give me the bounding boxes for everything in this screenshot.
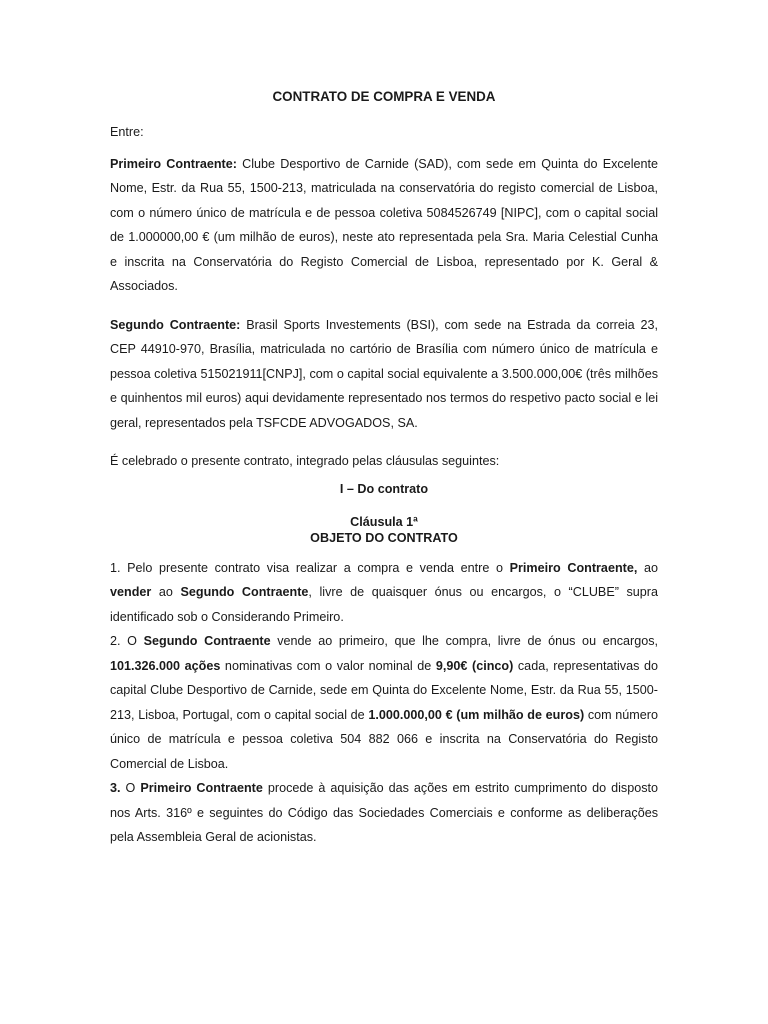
clausula-heading: Cláusula 1ª bbox=[350, 514, 418, 529]
clause-item-1 bbox=[110, 556, 658, 630]
document-title: CONTRATO DE COMPRA E VENDA bbox=[272, 89, 496, 104]
item3-bold-a: Primeiro Contraente bbox=[140, 781, 263, 795]
item2-bold-b: 101.326.000 ações bbox=[110, 658, 221, 673]
segundo-contraente-text: Brasil Sports Investements (BSI), com sede na Estrada da correia 23, CEP 44910-970, Brasília, matriculada no cartório de Brasília com número único de matrícula e pessoa coletiva 515021911[CNPJ], com o capital social equivalente a 3.500.000,00€ (três milhões e quinhentos mil euros) aqui devidamente representado nos termos do respetivo pacto social e lei geral, representados pela TSFCDE ADVOGADOS, SA. bbox=[110, 317, 658, 430]
item1-text-c: ao bbox=[151, 585, 181, 599]
item2-bold-a: Segundo Contraente bbox=[143, 634, 271, 648]
primeiro-contraente-paragraph bbox=[110, 152, 658, 299]
item2-text-a: 2. O bbox=[110, 634, 144, 648]
item1-text-a: 1. Pelo presente contrato visa realizar a compra e venda entre o bbox=[110, 560, 510, 575]
item1-bold-b: vender bbox=[110, 585, 152, 599]
item2-text-b: vende ao primeiro, que lhe compra, livre de ónus ou encargos, bbox=[270, 634, 659, 648]
item3-text-b: procede à aquisição das ações em estrito cumprimento do disposto nos Arts. 316º e seguintes do Código das Sociedades Comerciais e conforme as deliberações pela Assembleia Geral de acionistas. bbox=[110, 781, 658, 844]
segundo-contraente-label: Segundo Contraente: bbox=[110, 317, 241, 332]
objeto-heading: OBJETO DO CONTRATO bbox=[310, 530, 458, 545]
item2-text-e: com número único de matrícula e pessoa coletiva 504 882 066 e inscrita na Conservatória do Registo Comercial de Lisboa. bbox=[110, 707, 658, 771]
celebrado-line: É celebrado o presente contrato, integrado pelas cláusulas seguintes: bbox=[110, 454, 500, 468]
item2-bold-d: 1.000.000,00 € (um milhão de euros) bbox=[368, 707, 585, 722]
section-heading: I – Do contrato bbox=[339, 481, 429, 496]
item2-bold-c: 9,90€ (cinco) bbox=[435, 658, 514, 673]
item3-text-a: O bbox=[120, 781, 141, 795]
item1-bold-c: Segundo Contraente bbox=[180, 585, 309, 599]
document-body bbox=[110, 88, 658, 850]
primeiro-contraente-text: Clube Desportivo de Carnide (SAD), com sede em Quinta do Excelente Nome, Estr. da Rua 55, 1500-213, matriculada na conservatória do registo comercial de Lisboa, com o número único de matrícula e de pessoa coletiva 5084526749 [NIPC], com o capital social de 1.000000,00 € (um milhão de euros), neste ato representada pela Sra. Maria Celestial Cunha e inscrita na Conservatória do Registo Comercial de Lisboa, representado por K. Geral & Associados. bbox=[110, 156, 658, 293]
entre-line: Entre: bbox=[110, 125, 144, 139]
segundo-contraente-paragraph bbox=[110, 313, 658, 436]
item2-text-d: cada, representativas do capital Clube Desportivo de Carnide, sede em Quinta do Excelente Nome, Estr. da Rua 55, 1500-213, Lisboa, Portugal, com o capital social de bbox=[110, 658, 658, 722]
clause-item-3 bbox=[110, 776, 658, 850]
item2-text-c: nominativas com o valor nominal de bbox=[220, 658, 436, 673]
item1-text-b: ao bbox=[637, 560, 658, 575]
item1-bold-a: Primeiro Contraente, bbox=[509, 560, 638, 575]
item1-text-d: , livre de quaisquer ónus ou encargos, o “CLUBE” supra identificado sob o Considerando Primeiro. bbox=[110, 585, 658, 624]
clause-item-2 bbox=[110, 629, 658, 776]
primeiro-contraente-label: Primeiro Contraente: bbox=[110, 156, 237, 171]
item3-number: 3. bbox=[110, 781, 121, 795]
